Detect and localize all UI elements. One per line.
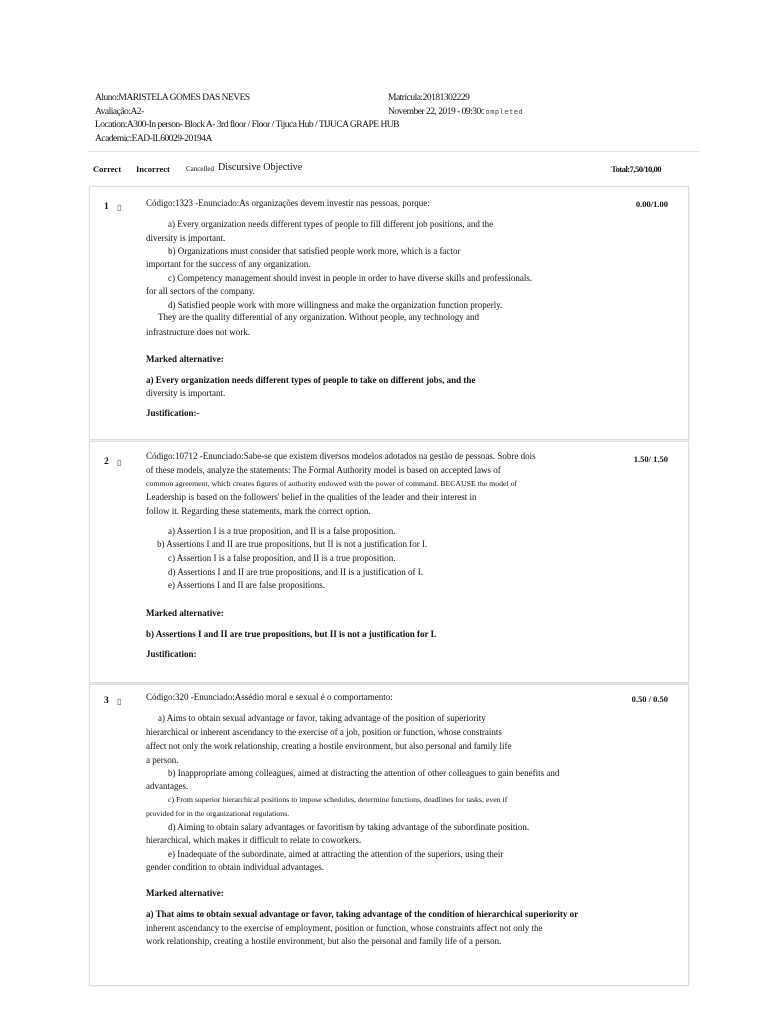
question-statement-cont: Leadership is based on the followers' belief in the qualities of the leader and their interest in (146, 492, 477, 502)
filter-discursive-objective[interactable]: Discursive Objective (218, 162, 303, 173)
option-c: c) Competency management should invest in people in order to have diverse skills and professionals. (168, 273, 533, 283)
option-text: for all sectors of the company. (146, 286, 255, 296)
option-text: diversity is important. (146, 233, 226, 243)
marked-alternative: a) Every organization needs different types of people to take on different jobs, and the (146, 375, 476, 385)
academic-label: Academic:EAD-IL60029-20194A (95, 133, 212, 144)
question-statement: Código:10712 -Enunciado:Sabe-se que existem diversos modelos adotados na gestão de pessoas. Sobre dois (146, 451, 536, 461)
question-number: 2 (104, 457, 109, 467)
question-number: 1 (104, 202, 109, 212)
option-text: important for the success of any organization. (146, 259, 311, 269)
question-statement: Código:1323 -Enunciado:As organizações devem investir nas pessoas, porque: (146, 198, 430, 208)
registration-number: Matrícula:20181302229 (388, 93, 470, 103)
flag-icon[interactable]: ▯ (117, 697, 122, 706)
question-score: 1.50/ 1.50 (633, 454, 668, 464)
student-info (95, 92, 399, 146)
option-text: a person. (146, 755, 179, 765)
marked-alternative-cont: work relationship, creating a hostile environment, but also the personal and family life of a person. (146, 936, 502, 946)
option-text: hierarchical or inherent ascendancy to the exercise of a job, position or function, whose constraints (146, 727, 502, 737)
filter-bar (93, 162, 673, 178)
question-statement-cont: follow it. Regarding these statements, mark the correct option. (146, 506, 371, 516)
question-number: 3 (104, 696, 109, 706)
marked-alternative: a) That aims to obtain sexual advantage or favor, taking advantage of the condition of hierarchical superiority or (146, 909, 579, 919)
option-text: provided for in the organizational regulations. (146, 809, 290, 818)
marked-alternative: b) Assertions I and II are true propositions, but II is not a justification for I. (146, 629, 437, 639)
option-a: a) Every organization needs different types of people to fill different job positions, and the (168, 219, 494, 229)
marked-alternative-cont: diversity is important. (146, 388, 226, 398)
total-score: Total:7,50/10,00 (611, 164, 661, 174)
question-card-2 (89, 441, 689, 683)
filter-cancelled[interactable]: Cancelled (186, 165, 214, 173)
option-e: e) Inadequate of the subordinate, aimed at attracting the attention of the superiors, using their (168, 849, 504, 859)
option-text: affect not only the work relationship, creating a hostile environment, but also personal and family life (146, 741, 512, 751)
filter-correct[interactable]: Correct (93, 164, 122, 174)
student-name: Aluno:MARISTELA GOMES DAS NEVES (95, 93, 250, 103)
question-score: 0.50 / 0.50 (631, 694, 668, 704)
location-label: Location:A300-In person- Block A- 3rd floor / Floor / Tijuca Hub / TIJUCA GRAPE HUB (95, 120, 400, 130)
option-d: d) Assertions I and II are true propositions, and II is a justification of I. (168, 567, 423, 577)
status-label: Completed (480, 107, 524, 116)
option-text: infrastructure does not work. (146, 327, 250, 337)
question-score: 0.00/1.00 (635, 199, 668, 209)
option-c: c) Assertion I is a false proposition, and II is a true proposition. (168, 553, 396, 563)
option-a: a) Aims to obtain sexual advantage or favor, taking advantage of the position of superiority (158, 713, 486, 723)
marked-alternative-label: Marked alternative: (146, 608, 224, 618)
evaluation-label: Avaliação:A2- (95, 106, 144, 117)
option-text: hierarchical, which makes it difficult to relate to coworkers. (146, 835, 362, 845)
option-d: d) Aiming to obtain salary advantages or favoritism by taking advantage of the subordinate position. (168, 822, 530, 832)
flag-icon[interactable]: ▯ (117, 458, 122, 467)
option-text: gender condition to obtain individual advantages. (146, 862, 324, 872)
question-card-1 (89, 186, 689, 440)
question-statement-cont: common agreement, which creates figures of authority endowed with the power of command. BECAUSE the model of (146, 479, 518, 488)
option-d: d) Satisfied people work with more willingness and make the organization function properly. (168, 300, 503, 310)
registration-info (388, 92, 523, 119)
question-card-3 (89, 684, 689, 986)
filter-incorrect[interactable]: Incorrect (136, 164, 170, 174)
option-b: b) Inappropriate among colleagues, aimed at distracting the attention of other colleagues to gain benefits and (168, 768, 560, 778)
justification-label: Justification: (146, 649, 197, 659)
marked-alternative-label: Marked alternative: (146, 354, 224, 364)
option-text: advantages. (146, 781, 189, 791)
option-e: e) Assertions I and II are false propositions. (168, 580, 325, 590)
marked-alternative-cont: inherent ascendancy to the exercise of employment, position or function, whose constraints affect not only the (146, 923, 543, 933)
exam-date: November 22, 2019 - 09:30 (388, 106, 481, 117)
justification-label: Justification:- (146, 408, 200, 418)
option-b: b) Organizations must consider that satisfied people work more, which is a factor (168, 246, 461, 256)
question-statement-cont: of these models, analyze the statements: The Formal Authority model is based on accepted laws of (146, 465, 501, 475)
option-text: They are the quality differential of any organization. Without people, any technology and (158, 312, 480, 322)
option-c: c) From superior hierarchical positions to impose schedules, determine functions, deadlines for tasks, even if (168, 795, 508, 804)
option-a: a) Assertion I is a true proposition, and II is a false proposition. (168, 526, 396, 536)
header-divider (88, 151, 700, 152)
question-statement: Código:320 -Enunciado:Assédio moral e sexual é o comportamento: (146, 692, 393, 702)
option-b: b) Assertions I and II are true propositions, but II is not a justification for I. (157, 539, 428, 549)
flag-icon[interactable]: ▯ (117, 203, 122, 212)
marked-alternative-label: Marked alternative: (146, 888, 224, 898)
